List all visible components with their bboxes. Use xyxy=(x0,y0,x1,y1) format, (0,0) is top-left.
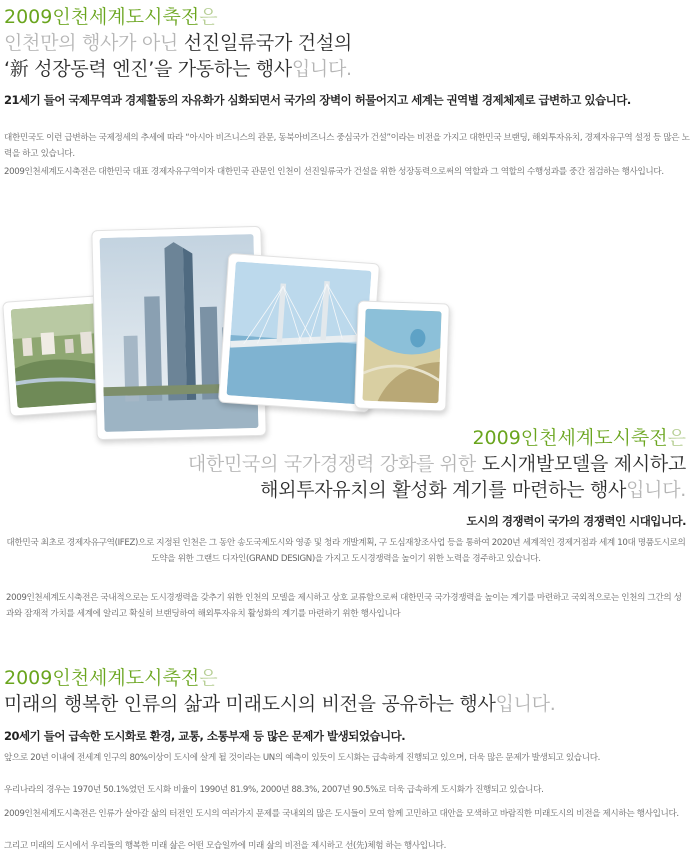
sec2-paragraph-2: 2009인천세계도시축전은 국내적으로는 도시경쟁력을 갖추기 위한 인천의 모델을 제시하고 상호 교류함으로써 대한민국 국가경쟁력을 높이는 계기를 마련하고 국외적으로는 인천의 그간의 성과와 잠재적 가치를 세계에 알리고 확실히 브랜딩하여 해외투자유치 활성화의 계기를 마련하기 위한 행사입니다 xyxy=(6,593,682,619)
sec2-line2-dark: 도시개발모델을 제시하고 xyxy=(481,453,686,475)
sec1-line3-light: 입니다. xyxy=(291,58,352,80)
sec1-headline-line3 xyxy=(4,57,352,82)
sec3-paragraph-1: 앞으로 20년 이내에 전세계 인구의 80%이상이 도시에 살게 될 것이라는 UN의 예측이 있듯이 도시화는 급속하게 진행되고 있으며, 더욱 많은 문제가 발생되고 있습니다. xyxy=(4,753,601,763)
photo-aerial xyxy=(354,300,450,411)
sec1-paragraph-2: 2009인천세계도시축전은 대한민국 대표 경제자유구역이자 대한민국 관문인 인천이 선진일류국가 건설을 위한 성장동력으로써의 역할과 그 역할의 수행성과를 중간 점검하는 행사입니다. xyxy=(4,167,664,177)
sec1-headline-line2 xyxy=(4,31,352,56)
sec3-title xyxy=(4,667,218,689)
sec1-title-green: 2009인천세계도시축전 xyxy=(4,6,200,28)
sec3-title-tail: 은 xyxy=(199,667,218,689)
sec3-title-green: 2009인천세계도시축전 xyxy=(4,667,200,689)
sec3-line2-dark: 미래의 행복한 인류의 삶과 미래도시의 비전을 공유하는 행사 xyxy=(4,693,496,715)
sec1-line3-dark: ‘新 성장동력 엔진’을 가동하는 행사 xyxy=(4,58,292,80)
sec3-paragraph-4: 그리고 미래의 도시에서 우리들의 행복한 미래 삶은 어떤 모습일까에 미래 삶의 비전을 제시하고 선(先)체험 하는 행사입니다. xyxy=(4,841,446,851)
sec2-title-tail: 은 xyxy=(667,427,686,449)
sec2-subhead: 도시의 경쟁력이 국가의 경쟁력인 시대입니다. xyxy=(466,514,686,528)
sec3-paragraph-2: 우리나라의 경우는 1970년 50.1%였던 도시화 비율이 1990년 81.9%, 2000년 88.3%, 2007년 90.5%로 더욱 급속하게 도시화가 진행되고 있습니다. xyxy=(4,785,544,795)
sec3-line2-light: 입니다. xyxy=(495,693,556,715)
sec2-title xyxy=(472,427,686,449)
sec1-line2-dark: 선진일류국가 건설의 xyxy=(183,32,352,54)
sec3-paragraph-3: 2009인천세계도시축전은 인류가 살아갈 삶의 터전인 도시의 여러가지 문제를 국내외의 많은 도시들이 모여 함께 고민하고 대안을 모색하고 바람직한 미래도시의 비전을 제시하는 행사입니다. xyxy=(4,809,679,819)
sec1-line2-light: 인천만의 행사가 아닌 xyxy=(4,32,184,54)
sec2-headline-line2 xyxy=(188,452,686,477)
sec2-line3-dark: 해외투자유치의 활성화 계기를 마련하는 행사 xyxy=(260,479,627,501)
sec3-headline-line2 xyxy=(4,692,555,717)
sec1-subhead: 21세기 들어 국제무역과 경제활동의 자유화가 심화되면서 국가의 장벽이 허물어지고 세계는 권역별 경제체제로 급변하고 있습니다. xyxy=(4,93,631,107)
sec3-subhead: 20세기 들어 급속한 도시화로 환경, 교통, 소통부재 등 많은 문제가 발생되었습니다. xyxy=(4,729,406,743)
photo-collage xyxy=(0,220,698,450)
sec1-title xyxy=(4,6,218,28)
sec1-paragraph-1: 대한민국도 이런 급변하는 국제정세의 추세에 따라 “아시아 비즈니스의 관문, 동북아비즈니스 중심국가 건설”이라는 비전을 가지고 대한민국 브랜딩, 해외투자유치, 경제자유구역 설정 등 많은 노력을 하고 있습니다. xyxy=(4,133,690,159)
sec2-paragraph-1: 대한민국 최초로 경제자유구역(IFEZ)으로 지정된 인천은 그 동안 송도국제도시와 영종 및 청라 개발계획, 구 도심재창조사업 등을 통하여 2020년 세계적인 경제거점과 세계 10대 명품도시로의 도약을 위한 그랜드 디자인(GRAND DESIGN)을 가지고 도시경쟁력을 높이기 위한 노력을 경주하고 있습니다. xyxy=(6,538,686,564)
sec2-line2-light: 대한민국의 국가경쟁력 강화를 위한 xyxy=(187,453,482,475)
sec2-title-green: 2009인천세계도시축전 xyxy=(472,427,668,449)
sec1-title-tail: 은 xyxy=(199,6,218,28)
sec2-line3-light: 입니다. xyxy=(626,479,686,501)
sec2-headline-line3 xyxy=(260,478,686,503)
